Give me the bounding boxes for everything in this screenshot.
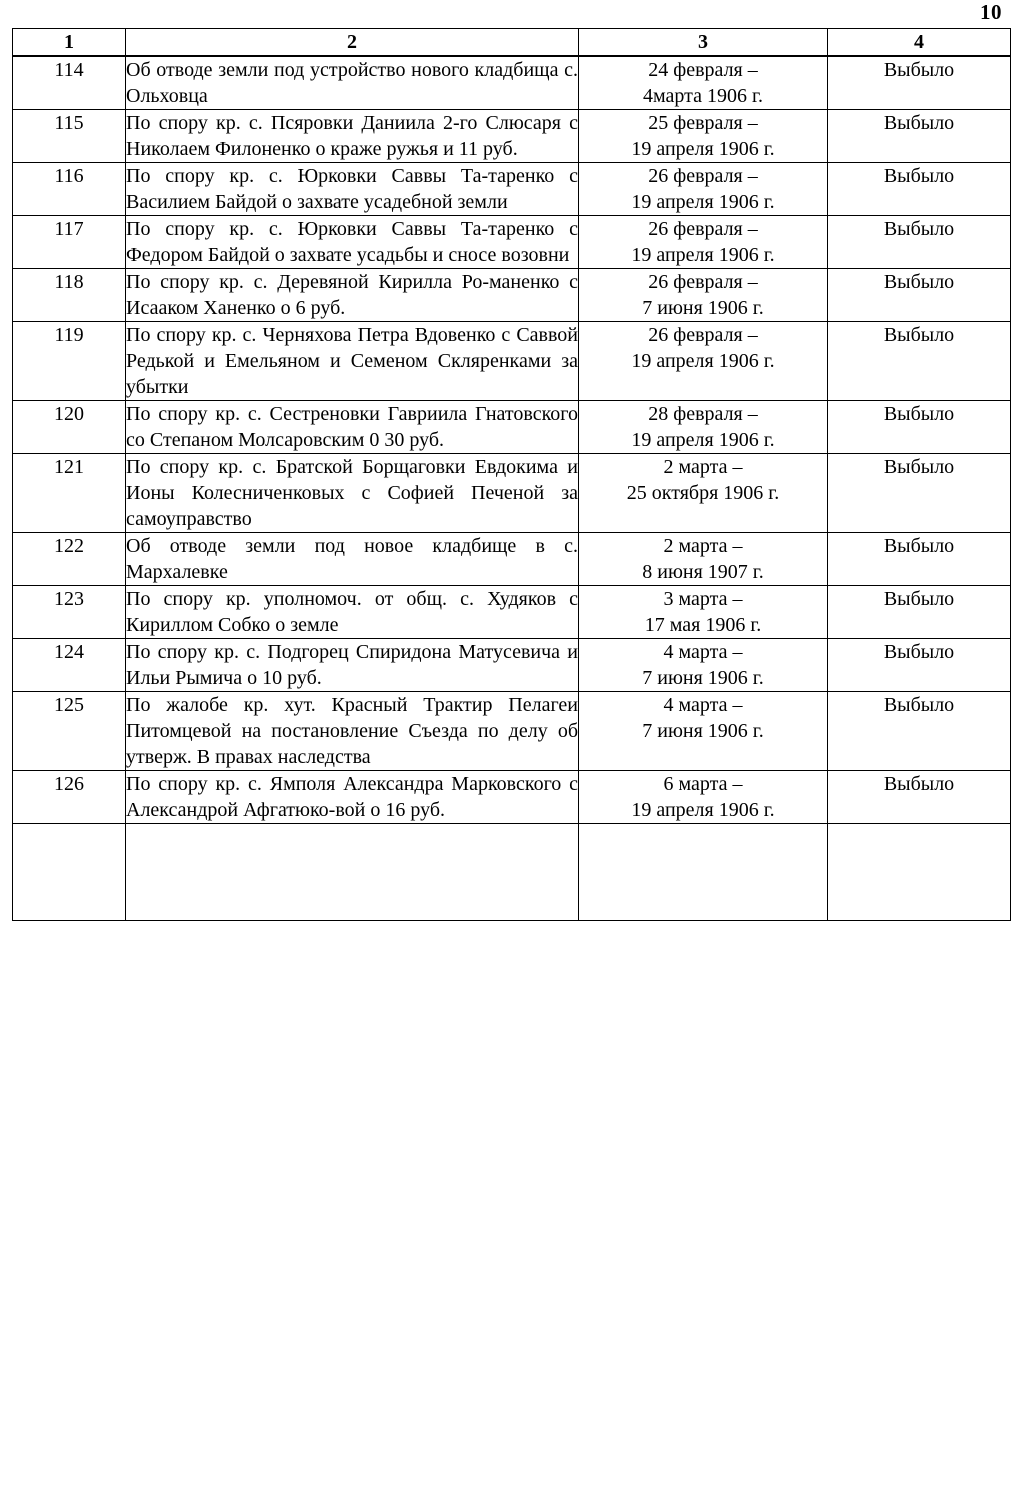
case-number-cell: 122: [13, 533, 126, 586]
register-table-container: [12, 28, 1010, 921]
table-row: [13, 216, 1011, 269]
case-date-start: 24 февраля –: [648, 59, 758, 81]
case-dates-cell: [579, 533, 828, 586]
case-dates-cell: [579, 454, 828, 533]
case-date-end: 19 апреля 1906 г.: [631, 244, 775, 266]
case-dates-cell: [579, 586, 828, 639]
table-filler-row: [13, 824, 1011, 921]
table-row: [13, 56, 1011, 110]
case-date-start: 4 марта –: [663, 694, 743, 716]
case-status-cell: Выбыло: [828, 322, 1011, 401]
case-date-end: 7 июня 1906 г.: [642, 667, 764, 689]
table-row: [13, 533, 1011, 586]
table-header-row: [13, 29, 1011, 57]
case-date-start: 2 марта –: [663, 535, 743, 557]
case-date-end: 19 апреля 1906 г.: [631, 191, 775, 213]
table-row: [13, 771, 1011, 824]
case-date-start: 2 марта –: [663, 456, 743, 478]
case-date-start: 26 февраля –: [648, 271, 758, 293]
case-status-cell: Выбыло: [828, 56, 1011, 110]
case-number-cell: 115: [13, 110, 126, 163]
case-subject-cell: По спору кр. с. Подгорец Спиридона Матусевича и Ильи Рымича о 10 руб.: [126, 639, 579, 692]
case-subject-cell: Об отводе земли под новое кладбище в с. Мархалевке: [126, 533, 579, 586]
case-date-start: 25 февраля –: [648, 112, 758, 134]
case-subject-cell: По спору кр. с. Братской Борщаговки Евдокима и Ионы Колесниченковых с Софией Печеной за самоуправство: [126, 454, 579, 533]
table-filler-cell: [579, 824, 828, 921]
case-number-cell: 124: [13, 639, 126, 692]
table-row: [13, 692, 1011, 771]
case-number-cell: 118: [13, 269, 126, 322]
case-date-end: 17 мая 1906 г.: [644, 614, 762, 636]
case-dates-cell: [579, 56, 828, 110]
case-date-end: 8 июня 1907 г.: [642, 561, 764, 583]
case-subject-cell: По спору кр. с. Псяровки Даниила 2-го Слюсаря с Николаем Филоненко о краже ружья и 11 руб.: [126, 110, 579, 163]
case-status-cell: Выбыло: [828, 401, 1011, 454]
case-dates-cell: [579, 692, 828, 771]
case-date-end: 19 апреля 1906 г.: [631, 350, 775, 372]
table-row: [13, 110, 1011, 163]
case-dates-cell: [579, 639, 828, 692]
case-date-end: 7 июня 1906 г.: [642, 297, 764, 319]
column-header-4: 4: [828, 29, 1011, 57]
case-number-cell: 121: [13, 454, 126, 533]
case-status-cell: Выбыло: [828, 586, 1011, 639]
case-subject-cell: Об отводе земли под устройство нового кладбища с. Ольховца: [126, 56, 579, 110]
case-date-start: 3 марта –: [663, 588, 743, 610]
case-date-start: 6 марта –: [663, 773, 743, 795]
case-number-cell: 116: [13, 163, 126, 216]
page-number: 10: [980, 0, 1002, 24]
table-filler-cell: [13, 824, 126, 921]
case-number-cell: 117: [13, 216, 126, 269]
table-body: [13, 56, 1011, 921]
case-status-cell: Выбыло: [828, 639, 1011, 692]
case-subject-cell: По спору кр. с. Черняхова Петра Вдовенко с Саввой Редькой и Емельяном и Семеном Скляренками за убытки: [126, 322, 579, 401]
case-status-cell: Выбыло: [828, 692, 1011, 771]
case-subject-cell: По спору кр. с. Сестреновки Гавриила Гнатовского со Степаном Молсаровским 0 30 руб.: [126, 401, 579, 454]
case-status-cell: Выбыло: [828, 163, 1011, 216]
table-filler-cell: [126, 824, 579, 921]
case-number-cell: 123: [13, 586, 126, 639]
case-date-start: 28 февраля –: [648, 403, 758, 425]
case-dates-cell: [579, 163, 828, 216]
case-date-end: 25 октября 1906 г.: [626, 482, 780, 504]
case-date-end: 19 апреля 1906 г.: [631, 799, 775, 821]
case-date-start: 26 февраля –: [648, 324, 758, 346]
case-date-end: 7 июня 1906 г.: [642, 720, 764, 742]
table-row: [13, 454, 1011, 533]
case-number-cell: 125: [13, 692, 126, 771]
case-dates-cell: [579, 322, 828, 401]
case-dates-cell: [579, 771, 828, 824]
case-subject-cell: По спору кр. с. Ямполя Александра Марковского с Александрой Афгатюко-вой о 16 руб.: [126, 771, 579, 824]
column-header-1: 1: [13, 29, 126, 57]
case-number-cell: 119: [13, 322, 126, 401]
case-status-cell: Выбыло: [828, 533, 1011, 586]
case-number-cell: 126: [13, 771, 126, 824]
register-table: [12, 28, 1011, 921]
case-dates-cell: [579, 216, 828, 269]
table-row: [13, 269, 1011, 322]
case-date-start: 26 февраля –: [648, 165, 758, 187]
case-number-cell: 114: [13, 56, 126, 110]
case-status-cell: Выбыло: [828, 269, 1011, 322]
case-status-cell: Выбыло: [828, 771, 1011, 824]
case-status-cell: Выбыло: [828, 110, 1011, 163]
table-row: [13, 401, 1011, 454]
table-row: [13, 163, 1011, 216]
case-subject-cell: По спору кр. уполномоч. от общ. с. Худяков с Кириллом Собко о земле: [126, 586, 579, 639]
case-subject-cell: По спору кр. с. Юрковки Саввы Та-таренко с Федором Байдой о захвате усадьбы и сносе возовни: [126, 216, 579, 269]
case-subject-cell: По спору кр. с. Деревяной Кирилла Ро-маненко с Исааком Ханенко о 6 руб.: [126, 269, 579, 322]
case-date-end: 4марта 1906 г.: [643, 85, 763, 107]
case-subject-cell: По жалобе кр. хут. Красный Трактир Пелагеи Питомцевой на постановление Съезда по делу об утверж. В правах наследства: [126, 692, 579, 771]
case-subject-cell: По спору кр. с. Юрковки Саввы Та-таренко с Василием Байдой о захвате усадебной земли: [126, 163, 579, 216]
case-dates-cell: [579, 269, 828, 322]
case-status-cell: Выбыло: [828, 216, 1011, 269]
case-date-end: 19 апреля 1906 г.: [631, 138, 775, 160]
case-status-cell: Выбыло: [828, 454, 1011, 533]
case-date-start: 4 марта –: [663, 641, 743, 663]
table-row: [13, 586, 1011, 639]
column-header-3: 3: [579, 29, 828, 57]
case-number-cell: 120: [13, 401, 126, 454]
case-dates-cell: [579, 401, 828, 454]
case-date-start: 26 февраля –: [648, 218, 758, 240]
table-row: [13, 322, 1011, 401]
case-dates-cell: [579, 110, 828, 163]
table-filler-cell: [828, 824, 1011, 921]
column-header-2: 2: [126, 29, 579, 57]
case-date-end: 19 апреля 1906 г.: [631, 429, 775, 451]
table-row: [13, 639, 1011, 692]
